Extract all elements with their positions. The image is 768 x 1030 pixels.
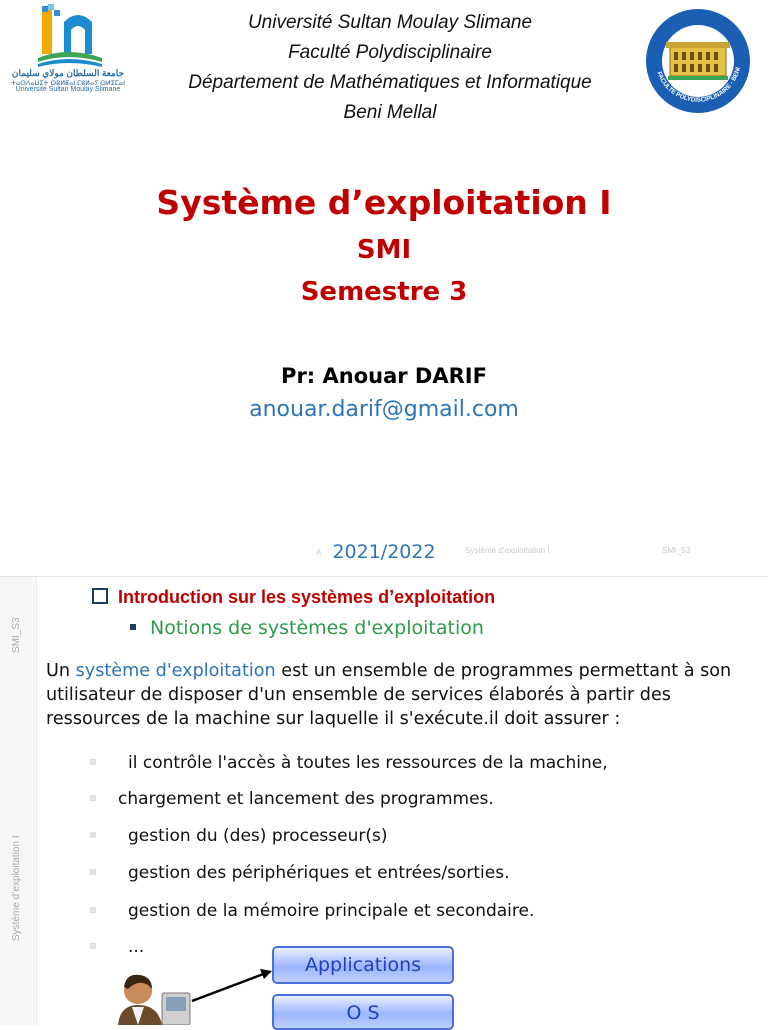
bullet-dot-icon — [90, 869, 96, 875]
bullet-dot-icon — [90, 832, 96, 838]
list-item: gestion des périphériques et entrées/sorties. — [128, 863, 510, 883]
user-computer-icon — [100, 949, 280, 1025]
list-item: ... — [128, 937, 145, 957]
checkbox-bullet-icon — [92, 588, 108, 604]
university-name: Université Sultan Moulay Slimane — [247, 12, 533, 33]
para-highlight: système d'exploitation — [75, 661, 276, 681]
professor-name: Pr: Anouar DARIF — [281, 364, 487, 388]
academic-year: 2021/2022 — [332, 541, 436, 563]
course-title: Système d’exploitation I — [156, 183, 612, 222]
list-item: chargement et lancement des programmes. — [118, 789, 494, 809]
slide-sidebar — [0, 577, 37, 1025]
subsection-heading-text: Notions de systèmes d'exploitation — [150, 617, 484, 639]
footer-ghost-right: SMI_S3 — [662, 546, 691, 555]
section-heading — [92, 587, 495, 608]
bullet-dot-icon — [90, 943, 96, 949]
sidebar-course-code: SMI_S3 — [11, 617, 22, 653]
footer-ghost-middle: Système d’exploitation I — [465, 546, 550, 555]
sidebar-course-title: Système d’exploitation I — [11, 835, 22, 941]
logo-arabic-text: جامعة السلطان مولاي سليمان — [11, 68, 125, 78]
subsection-heading — [130, 617, 484, 639]
faculty-seal-icon — [638, 6, 758, 116]
footer-ghost-left: A — [316, 548, 322, 557]
bullet-dot-icon — [90, 759, 96, 765]
university-emblem-icon — [8, 4, 128, 68]
logo-tifinagh-text: ⵜⴰⵙⴷⴰⵡⵉⵜ ⵙⵓⵍⵟⴰⵏ ⵎⵓⵍⴰⵢ ⵙⵍⵉⵎⴰⵏ — [10, 80, 126, 87]
list-item: gestion du (des) processeur(s) — [128, 826, 388, 846]
diagram-os-box: O S — [272, 994, 454, 1030]
definition-paragraph — [46, 659, 756, 731]
section-heading-text: Introduction sur les systèmes d’exploitation — [118, 587, 496, 607]
program-name: SMI — [356, 235, 412, 265]
city-name: Beni Mellal — [343, 102, 437, 123]
bullet-dot-icon — [90, 795, 96, 801]
bullet-dot-icon — [90, 907, 96, 913]
semester-label: Semestre 3 — [300, 277, 468, 307]
faculty-logo — [638, 6, 758, 116]
square-bullet-icon — [130, 624, 136, 630]
list-item: gestion de la mémoire principale et secondaire. — [128, 901, 535, 921]
professor-email[interactable]: anouar.darif@gmail.com — [249, 397, 519, 422]
logo-french-text: Université Sultan Moulay Slimane — [15, 86, 121, 93]
para-rest: est un ensemble de programmes permettant à son utilisateur de disposer d'un ensemble de services élaborés à partir des ressources de la machine sur laquelle il s'exécute.il doit assurer : — [46, 661, 732, 729]
department-name: Département de Mathématiques et Informatique — [188, 72, 592, 93]
list-item: il contrôle l'accès à toutes les ressources de la machine, — [128, 753, 608, 773]
para-prefix: Un — [46, 661, 76, 681]
content-slide — [0, 576, 768, 1025]
diagram-applications-box: Applications — [272, 946, 454, 984]
university-logo — [8, 4, 128, 94]
seal-ring-text: FACULTE POLYDISCIPLINAIRE - BENI — [655, 66, 743, 104]
faculty-name: Faculté Polydisciplinaire — [288, 42, 492, 63]
